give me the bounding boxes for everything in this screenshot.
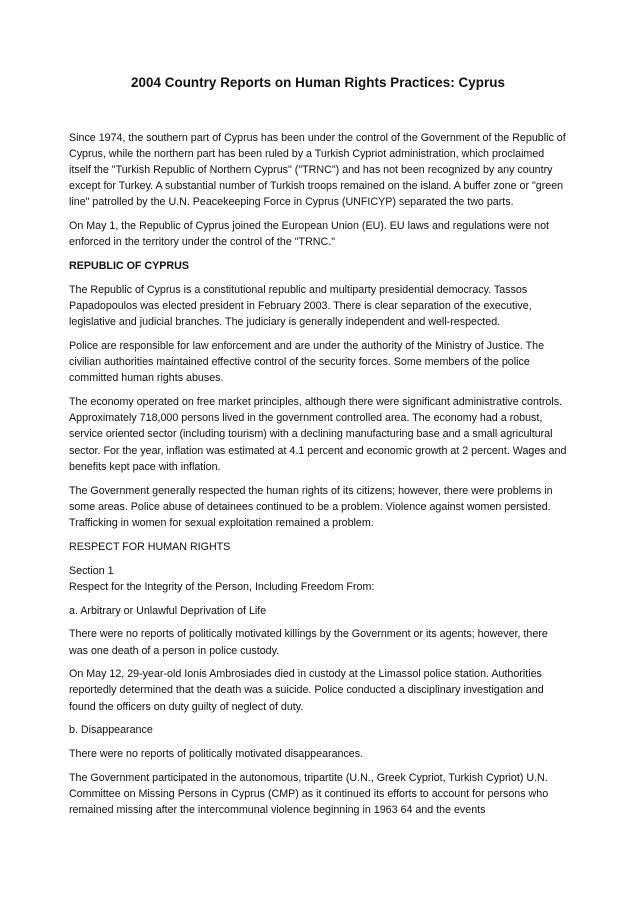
paragraph-missing-persons: The Government participated in the autonomous, tripartite (U.N., Greek Cypriot, Turkish Cypriot) U.N. Committee on Missing Persons in Cyprus (CMP) as it continued its efforts to account for persons who remained missing after the intercommunal violence beginning in 1963 64 and the events [69,772,549,817]
section-1-label: Section 1 [69,564,114,577]
document-title: 2004 Country Reports on Human Rights Practices: Cyprus [130,75,505,90]
document-body [69,130,569,826]
paragraph-eu-accession: On May 1, the Republic of Cyprus joined the European Union (EU). EU laws and regulations were not enforced in the territory under the control of the "TRNC." [69,220,550,249]
subheading-disappearance: b. Disappearance [69,724,153,737]
section-1-block [69,563,569,595]
paragraph-government: The Republic of Cyprus is a constitutional republic and multiparty presidential democracy. Tassos Papadopoulos was elected president in February 2003. There is clear separation of the executive, legislative and judicial branches. The judiciary is generally independent and well-respected. [69,284,532,329]
paragraph-human-rights-summary: The Government generally respected the human rights of its citizens; however, there were problems in some areas. Police abuse of detainees continued to be a problem. Violence against women persisted. Trafficking in women for sexual exploitation remained a problem. [69,484,553,529]
paragraph-custody-death: On May 12, 29-year-old Ionis Ambrosiades died in custody at the Limassol police station. Authorities reportedly determined that the death was a suicide. Police conducted a disciplinary investigation and found the officers on duty guilty of neglect of duty. [69,668,544,713]
section-1-title: Respect for the Integrity of the Person, Including Freedom From: [69,580,375,593]
paragraph-no-disappearances: There were no reports of politically motivated disappearances. [69,748,364,761]
paragraph-intro: Since 1974, the southern part of Cyprus has been under the control of the Government of the Republic of Cyprus, while the northern part has been ruled by a Turkish Cypriot administration, which proclaimed itself the "Turkish Republic of Northern Cyprus" ("TRNC") and has not been recognized by any country except for Turkey. A substantial number of Turkish troops remained on the island. A buffer zone or "green line" patrolled by the U.N. Peacekeeping Force in Cyprus (UNFICYP) separated the two parts. [69,132,566,209]
paragraph-police: Police are responsible for law enforcement and are under the authority of the Ministry of Justice. The civilian authorities maintained effective control of the security forces. Some members of the police committed human rights abuses. [69,340,545,385]
paragraph-economy: The economy operated on free market principles, although there were significant administrative controls. Approximately 718,000 persons lived in the government controlled area. The economy had a robust, service oriented sector (including tourism) with a declining manufacturing base and a small agricultural sector. For the year, inflation was estimated at 4.1 percent and economic growth at 2 percent. Wages and benefits kept pace with inflation. [69,396,567,473]
section-heading-republic: REPUBLIC OF CYPRUS [69,260,189,273]
subheading-deprivation-of-life: a. Arbitrary or Unlawful Deprivation of Life [69,604,267,617]
paragraph-no-killings: There were no reports of politically motivated killings by the Government or its agents; however, there was one death of a person in police custody. [69,628,548,657]
section-heading-respect: RESPECT FOR HUMAN RIGHTS [69,540,231,553]
